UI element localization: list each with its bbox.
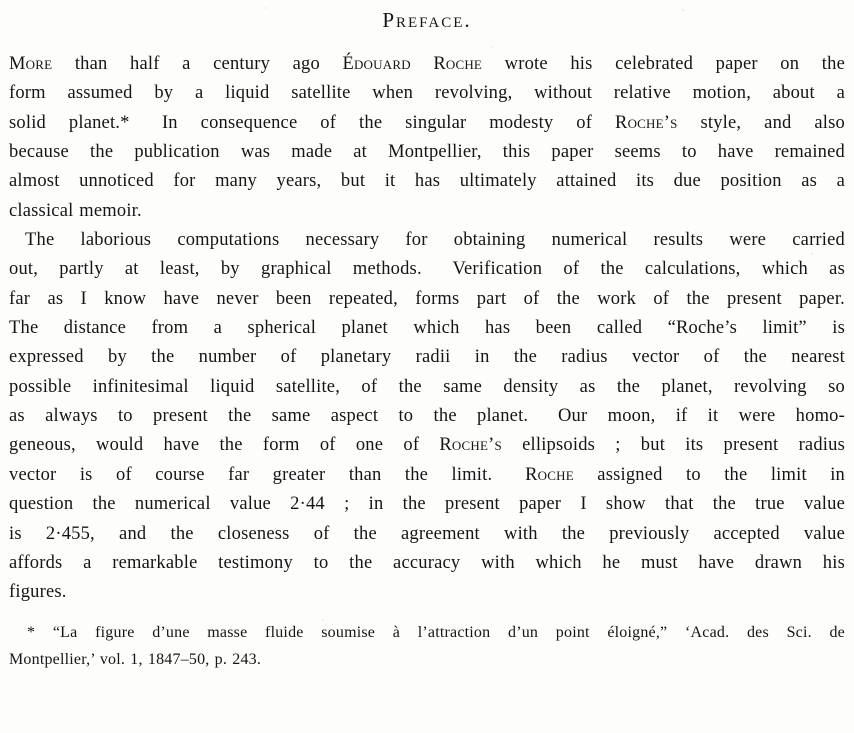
text-run: because the publication was made at Montpellier, this paper seems to have remained [9,142,845,163]
paragraph-2 [9,226,845,607]
text-line [9,646,845,673]
small-caps-text: Édouard Roche [342,54,483,74]
text-run: geneous, would have the form of one of [9,435,440,456]
text-line [9,285,845,314]
text-run: question the numerical value 2·44 ; in the present paper I show that the true value [9,494,845,515]
paragraph-1 [9,50,845,226]
text-line [9,138,845,167]
text-line [9,50,845,79]
text-run: wrote his celebrated paper on the [482,54,845,74]
text-line [9,109,845,138]
text-run: is 2·455, and the closeness of the agreement with the previously accepted value [9,523,845,544]
text-line [9,461,845,490]
text-line [9,79,845,108]
text-line [9,373,845,402]
page-body [9,50,845,608]
text-run: possible infinitesimal liquid satellite, of the same density as the planet, revolving so [9,376,845,397]
text-line [9,431,845,460]
text-run: far as I know have never been repeated, forms part of the work of the present paper. [9,288,845,309]
text-line [9,343,845,372]
text-run: figures. [9,582,67,603]
text-run: almost unnoticed for many years, but it has ultimately attained its due position as a [9,171,845,192]
text-run: * “La figure d’une masse fluide soumise à l’attraction d’un point éloigné,” ‘Acad. des Sci. de [27,623,845,641]
text-line [9,167,845,196]
text-run: out, partly at least, by graphical methods. Verification of the calculations, which as [9,259,845,280]
text-run: style, and also [677,112,845,133]
text-line [9,578,845,607]
text-line [9,402,845,431]
small-caps-text: Roche [525,464,574,485]
text-run: form assumed by a liquid satellite when revolving, without relative motion, about a [9,83,845,104]
text-line [9,490,845,519]
text-line [9,619,845,646]
small-caps-text: More [9,54,53,74]
text-run: The distance from a spherical planet which has been called “Roche’s limit” is [9,318,845,339]
text-run: The laborious computations necessary for obtaining numerical results were carried [25,230,845,251]
text-run: than half a century ago [52,54,343,74]
text-run: expressed by the number of planetary radii in the radius vector of the nearest [9,347,845,368]
text-run: vector is of course far greater than the limit. [9,464,526,485]
text-line [9,197,845,226]
text-run: Montpellier,’ vol. 1, 1847–50, p. 243. [9,650,262,668]
text-line [9,314,845,343]
page-title [9,8,845,33]
text-run: solid planet.* In consequence of the singular modesty of [9,112,616,133]
small-caps-text: Roche’s [439,435,502,456]
footnote [9,619,845,673]
text-line [9,255,845,284]
small-caps-text: Preface. [382,8,472,32]
text-line [9,226,845,255]
text-run: classical memoir. [9,200,142,221]
text-line [9,549,845,578]
text-line [9,520,845,549]
text-run: ellipsoids ; but its present radius [501,435,845,456]
text-run: affords a remarkable testimony to the accuracy with which he must have drawn his [9,552,845,573]
small-caps-text: Roche’s [615,112,678,133]
text-run: as always to present the same aspect to the planet. Our moon, if it were homo- [9,406,845,427]
text-run: assigned to the limit in [573,464,845,485]
